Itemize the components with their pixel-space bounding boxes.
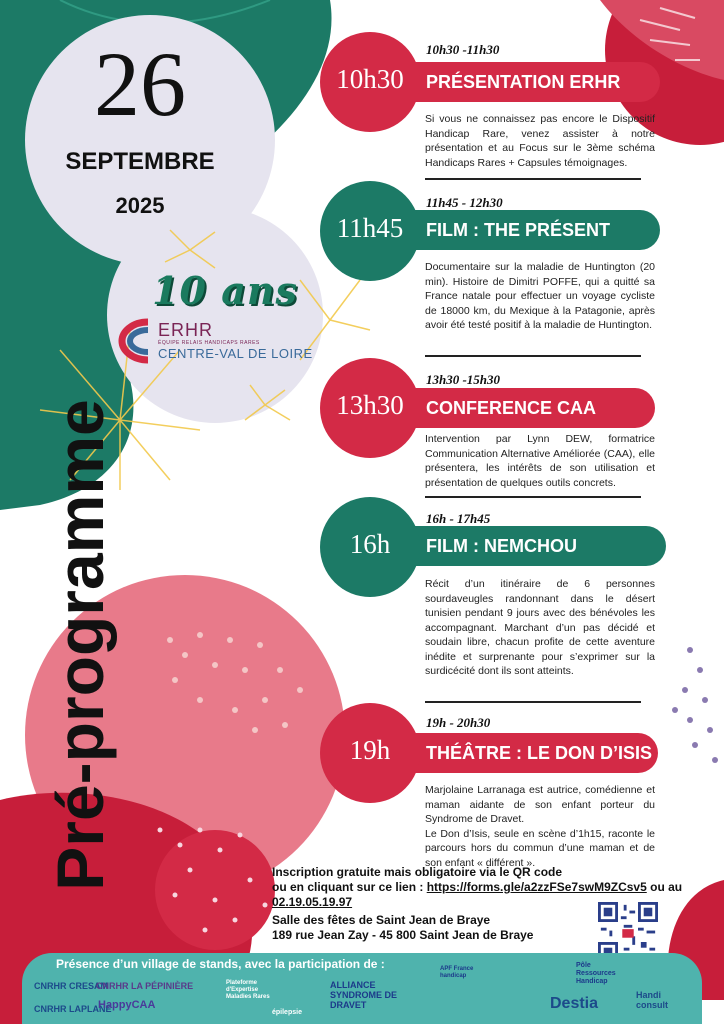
partner-logo: CNRHR LAPLANE xyxy=(34,1004,112,1014)
partner-logo: Handi consult xyxy=(636,990,669,1010)
session-time-circle xyxy=(320,497,420,597)
session-description: Intervention par Lynn DEW, formatrice Communication Alternative Améliorée (CAA), elle présentera, les intérêts de son utilisation et présentation de quelques outils concrets. xyxy=(425,433,655,489)
session-start-time: 10h30 xyxy=(336,64,404,94)
event-month: SEPTEMBRE xyxy=(65,148,215,175)
session-time-circle xyxy=(320,703,420,803)
erhr-logo-icon xyxy=(118,318,154,364)
session-title: FILM : NEMCHOU xyxy=(390,526,666,566)
partner-logo: HappyCAA xyxy=(98,999,156,1011)
partner-logo: épilepsie xyxy=(272,1009,302,1016)
partner-logo: APF France handicap xyxy=(440,966,474,979)
registration-phone[interactable]: 02.19.05.19.97 xyxy=(272,895,353,909)
session-title: THÉÂTRE : LE DON D’ISIS xyxy=(390,733,658,773)
session-time-circle xyxy=(320,358,420,458)
session-title: FILM : THE PRÉSENT xyxy=(390,210,660,250)
session-start-time: 13h30 xyxy=(336,390,404,420)
registration-line-1: Inscription gratuite mais obligatoire via le QR code xyxy=(272,865,563,879)
vertical-title: Pré-programme xyxy=(43,399,117,891)
anniversary-label: 10 ans xyxy=(152,268,298,313)
session-separator xyxy=(425,496,641,498)
session-time-range: 10h30 -11h30 xyxy=(426,42,500,57)
session-time-circle xyxy=(320,32,420,132)
session-time-range: 19h - 20h30 xyxy=(426,715,491,730)
session-description: Récit d’un itinéraire de 6 personnes sourdaveugles randonnant dans le désert tunisien pendant 9 jours avec des bénévoles les accompagnant. Marchant d’un pas décidé et soudain libre, chacun profite de cette aventure inédite et surprenante pour s’exprimer sur la surdicécité dont ils sont atteints. xyxy=(425,578,655,677)
partner-logo: CNRHR LA PÉPINIÈRE xyxy=(96,981,194,991)
event-day: 26 xyxy=(94,33,186,135)
registration-link-suffix: ou au xyxy=(650,880,683,894)
session-separator xyxy=(425,355,641,357)
session-start-time: 16h xyxy=(349,529,391,559)
event-year: 2025 xyxy=(115,193,165,218)
session-separator xyxy=(425,701,641,703)
partner-logo: Pôle Ressources Handicap xyxy=(576,962,616,985)
session-start-time: 19h xyxy=(349,735,391,765)
partner-logo: Destia xyxy=(550,995,599,1012)
session-description: Si vous ne connaissez pas encore le Dispositif Handicap Rare, venez assister à notre présentation et au Focus sur le 3ème schéma Handicaps Rares + Capsules témoignages. xyxy=(425,113,655,169)
partner-logo: ALLIANCE SYNDROME DE DRAVET xyxy=(330,980,398,1010)
erhr-name: ERHR xyxy=(158,320,214,340)
erhr-logo xyxy=(118,318,318,368)
registration-line-2 xyxy=(272,880,692,895)
session-time-range: 16h - 17h45 xyxy=(426,511,491,526)
erhr-region: CENTRE-VAL DE LOIRE xyxy=(158,346,313,361)
partners-banner-title: Présence d’un village de stands, avec la participation de : xyxy=(56,957,385,971)
partner-logo: CNRHR CRESAM xyxy=(34,981,108,991)
session-time-range: 11h45 - 12h30 xyxy=(426,195,503,210)
registration-link[interactable]: https://forms.gle/a2zzFSe7swM9ZCsv5 xyxy=(426,880,647,894)
erhr-subtitle: ÉQUIPE RELAIS HANDICAPS RARES xyxy=(158,340,260,346)
session-description: Documentaire sur la maladie de Huntington (20 min). Histoire de Dimitri POFFE, qui a quitté sa France natale pour effectuer un voyage cycliste de 18000 km, du Mexique à la Patagonie, après avoir été testé positif à la maladie de Huntington. xyxy=(425,261,655,331)
session-time-circle xyxy=(320,181,420,281)
session-separator xyxy=(425,178,641,180)
session-time-range: 13h30 -15h30 xyxy=(426,372,501,387)
partner-logo: Plateforme d'Expertise Maladies Rares xyxy=(226,980,270,1000)
venue-name: Salle des fêtes de Saint Jean de Braye xyxy=(272,913,491,927)
session-title: PRÉSENTATION ERHR xyxy=(390,62,660,102)
session-description: Marjolaine Larranaga est autrice, comédienne et maman aidante de son enfant porteur du Syndrome de Dravet. Le Don d’Isis, seule en scène d’1h15, raconte le parcours hors du commun d’une maman et de son enfant « différent ». xyxy=(425,784,655,869)
session-title: CONFERENCE CAA xyxy=(390,388,655,428)
venue-address: 189 rue Jean Zay - 45 800 Saint Jean de Braye xyxy=(272,928,534,942)
session-start-time: 11h45 xyxy=(336,213,404,243)
registration-link-prefix: ou en cliquant sur ce lien : xyxy=(272,880,424,894)
